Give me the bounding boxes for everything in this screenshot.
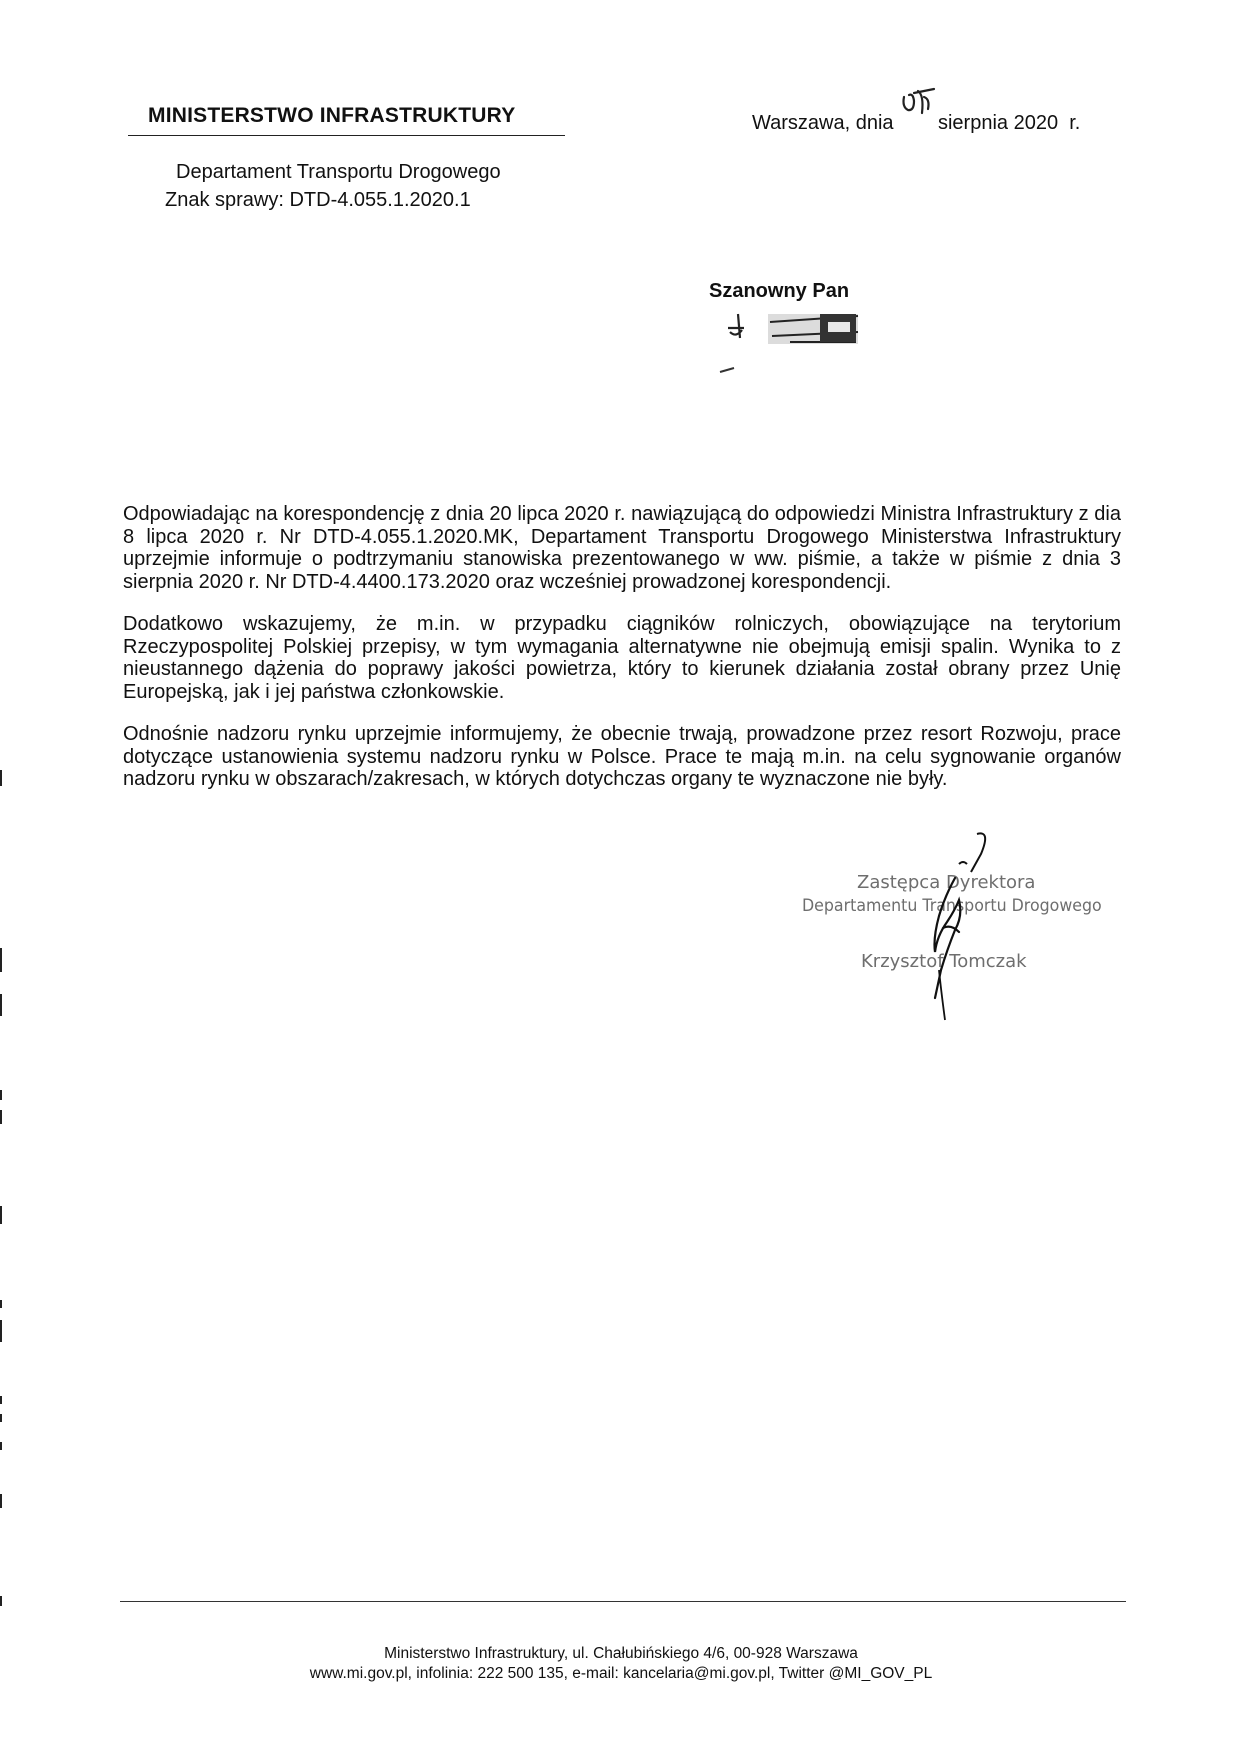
footer-divider xyxy=(120,1601,1126,1602)
ministry-underline xyxy=(128,135,565,136)
handwritten-signature xyxy=(795,820,1095,1030)
scan-edge-mark xyxy=(0,1396,2,1404)
scan-edge-mark xyxy=(0,1414,2,1422)
signature-block xyxy=(795,820,1102,1030)
scan-edge-mark xyxy=(0,948,2,972)
body-paragraph: Odnośnie nadzoru rynku uprzejmie informujemy, że obecnie trwają, prowadzone przez resort Rozwoju, prace dotyczące ustanowienia systemu nadzoru rynku w Polsce. Prace te mają m.in. na celu sygnowanie organów nadzoru rynku w obszarach/zakresach, w których dotychczas organy te wyznaczone nie były. xyxy=(123,723,1121,790)
scan-edge-mark xyxy=(0,1110,2,1124)
body-paragraph: Dodatkowo wskazujemy, że m.in. w przypadku ciągników rolniczych, obowiązujące na terytorium Rzeczypospolitej Polskiej przepisy, w tym wymagania alternatywne nie obejmują emisji spalin. Wynika to z nieustannego dążenia do poprawy jakości powietrza, który to kierunek działania został obrany przez Unię Europejską, jak i jej państwa członkowskie. xyxy=(123,613,1121,703)
scan-edge-mark xyxy=(0,1300,2,1308)
scan-edge-mark xyxy=(0,1090,2,1100)
redacted-address xyxy=(710,308,860,388)
scan-edge-mark xyxy=(0,1494,2,1508)
ministry-name: MINISTERSTWO INFRASTRUKTURY xyxy=(148,104,516,127)
body-paragraph: Odpowiadając na korespondencję z dnia 20 lipca 2020 r. nawiązującą do odpowiedzi Ministra Infrastruktury z dia 8 lipca 2020 r. Nr DTD-4.055.1.2020.MK, Departament Transportu Drogowego Ministerstwa Infrastruktury uprzejmie informuje o podtrzymaniu stanowiska prezentowanego w ww. piśmie, a także w piśmie z dnia 3 sierpnia 2020 r. Nr DTD-4.4400.173.2020 oraz wcześniej prowadzonej korespondencji. xyxy=(123,503,1121,593)
scan-edge-mark xyxy=(0,1206,2,1224)
footer-address: Ministerstwo Infrastruktury, ul. Chałubińskiego 4/6, 00-928 Warszawa xyxy=(384,1645,858,1662)
scan-edge-mark xyxy=(0,770,2,786)
scan-edge-mark xyxy=(0,1596,2,1606)
handwritten-day xyxy=(900,83,962,123)
scan-edge-mark xyxy=(0,994,2,1016)
signatory-name: Krzysztof Tomczak xyxy=(861,951,1027,972)
scan-edge-mark xyxy=(0,1320,2,1342)
salutation: Szanowny Pan xyxy=(709,280,850,302)
footer-contact: www.mi.gov.pl, infolinia: 222 500 135, e-mail: kancelaria@mi.gov.pl, Twitter @MI_GOV_PL xyxy=(309,1665,933,1682)
signatory-title: Zastępca Dyrektora xyxy=(857,872,1036,893)
signatory-department: Departamentu Transportu Drogowego xyxy=(802,896,1102,916)
scan-edge-mark xyxy=(0,1442,2,1450)
department-name: Departament Transportu Drogowego xyxy=(176,161,501,183)
place-and-date: Warszawa, dnia sierpnia 2020 r. xyxy=(752,112,1081,134)
case-reference: Znak sprawy: DTD-4.055.1.2020.1 xyxy=(165,189,471,211)
